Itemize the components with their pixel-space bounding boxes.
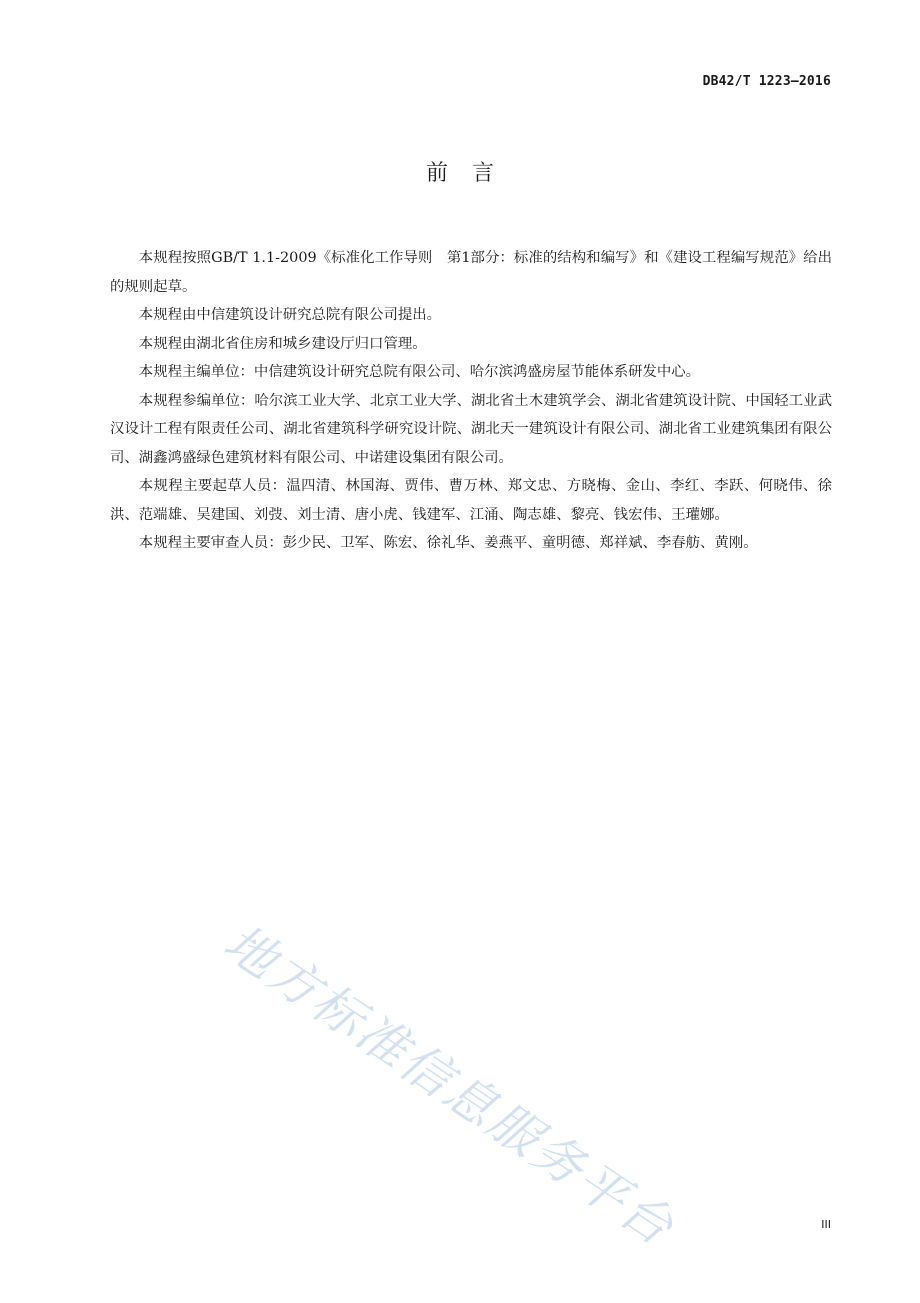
foreword-body [110, 244, 832, 558]
paragraph-reviewers: 本规程主要审查人员：彭少民、卫军、陈宏、徐礼华、姜燕平、童明德、郑祥斌、李春舫、黄刚。 [138, 535, 758, 551]
paragraph-administrator: 本规程由湖北省住房和城乡建设厅归口管理。 [138, 335, 427, 352]
section-title: 前言 [425, 161, 518, 186]
paragraph-drafting-rules: 本规程按照GB/T 1.1-2009《标准化工作导则 第1部分：标准的结构和编写》和《建设工程编写规范》给出的规则起草。 [110, 250, 832, 295]
paragraph-proposer: 本规程由中信建筑设计研究总院有限公司提出。 [138, 307, 442, 323]
paragraph-participating-units: 本规程参编单位：哈尔滨工业大学、北京工业大学、湖北省土木建筑学会、湖北省建筑设计院、中国轻工业武汉设计工程有限责任公司、湖北省建筑科学研究设计院、湖北天一建筑设计有限公司、湖北省工业建筑集团有限公司、湖鑫鸿盛绿色建筑材料有限公司、中诺建设集团有限公司。 [110, 392, 832, 466]
watermark: 地方标准信息服务平台 [213, 913, 686, 1258]
page-number: III [821, 1218, 831, 1231]
paragraph-drafters: 本规程主要起草人员：温四清、林国海、贾伟、曹万林、郑文忠、方晓梅、金山、李红、李跃、何晓伟、徐洪、范端雄、吴建国、刘弢、刘士清、唐小虎、钱建军、江涌、陶志雄、黎亮、钱宏伟、王瓘娜。 [110, 478, 832, 523]
document-code: DB42/T 1223—2016 [702, 74, 831, 89]
paragraph-chief-editors: 本规程主编单位：中信建筑设计研究总院有限公司、哈尔滨鸿盛房屋节能体系研发中心。 [138, 364, 701, 380]
